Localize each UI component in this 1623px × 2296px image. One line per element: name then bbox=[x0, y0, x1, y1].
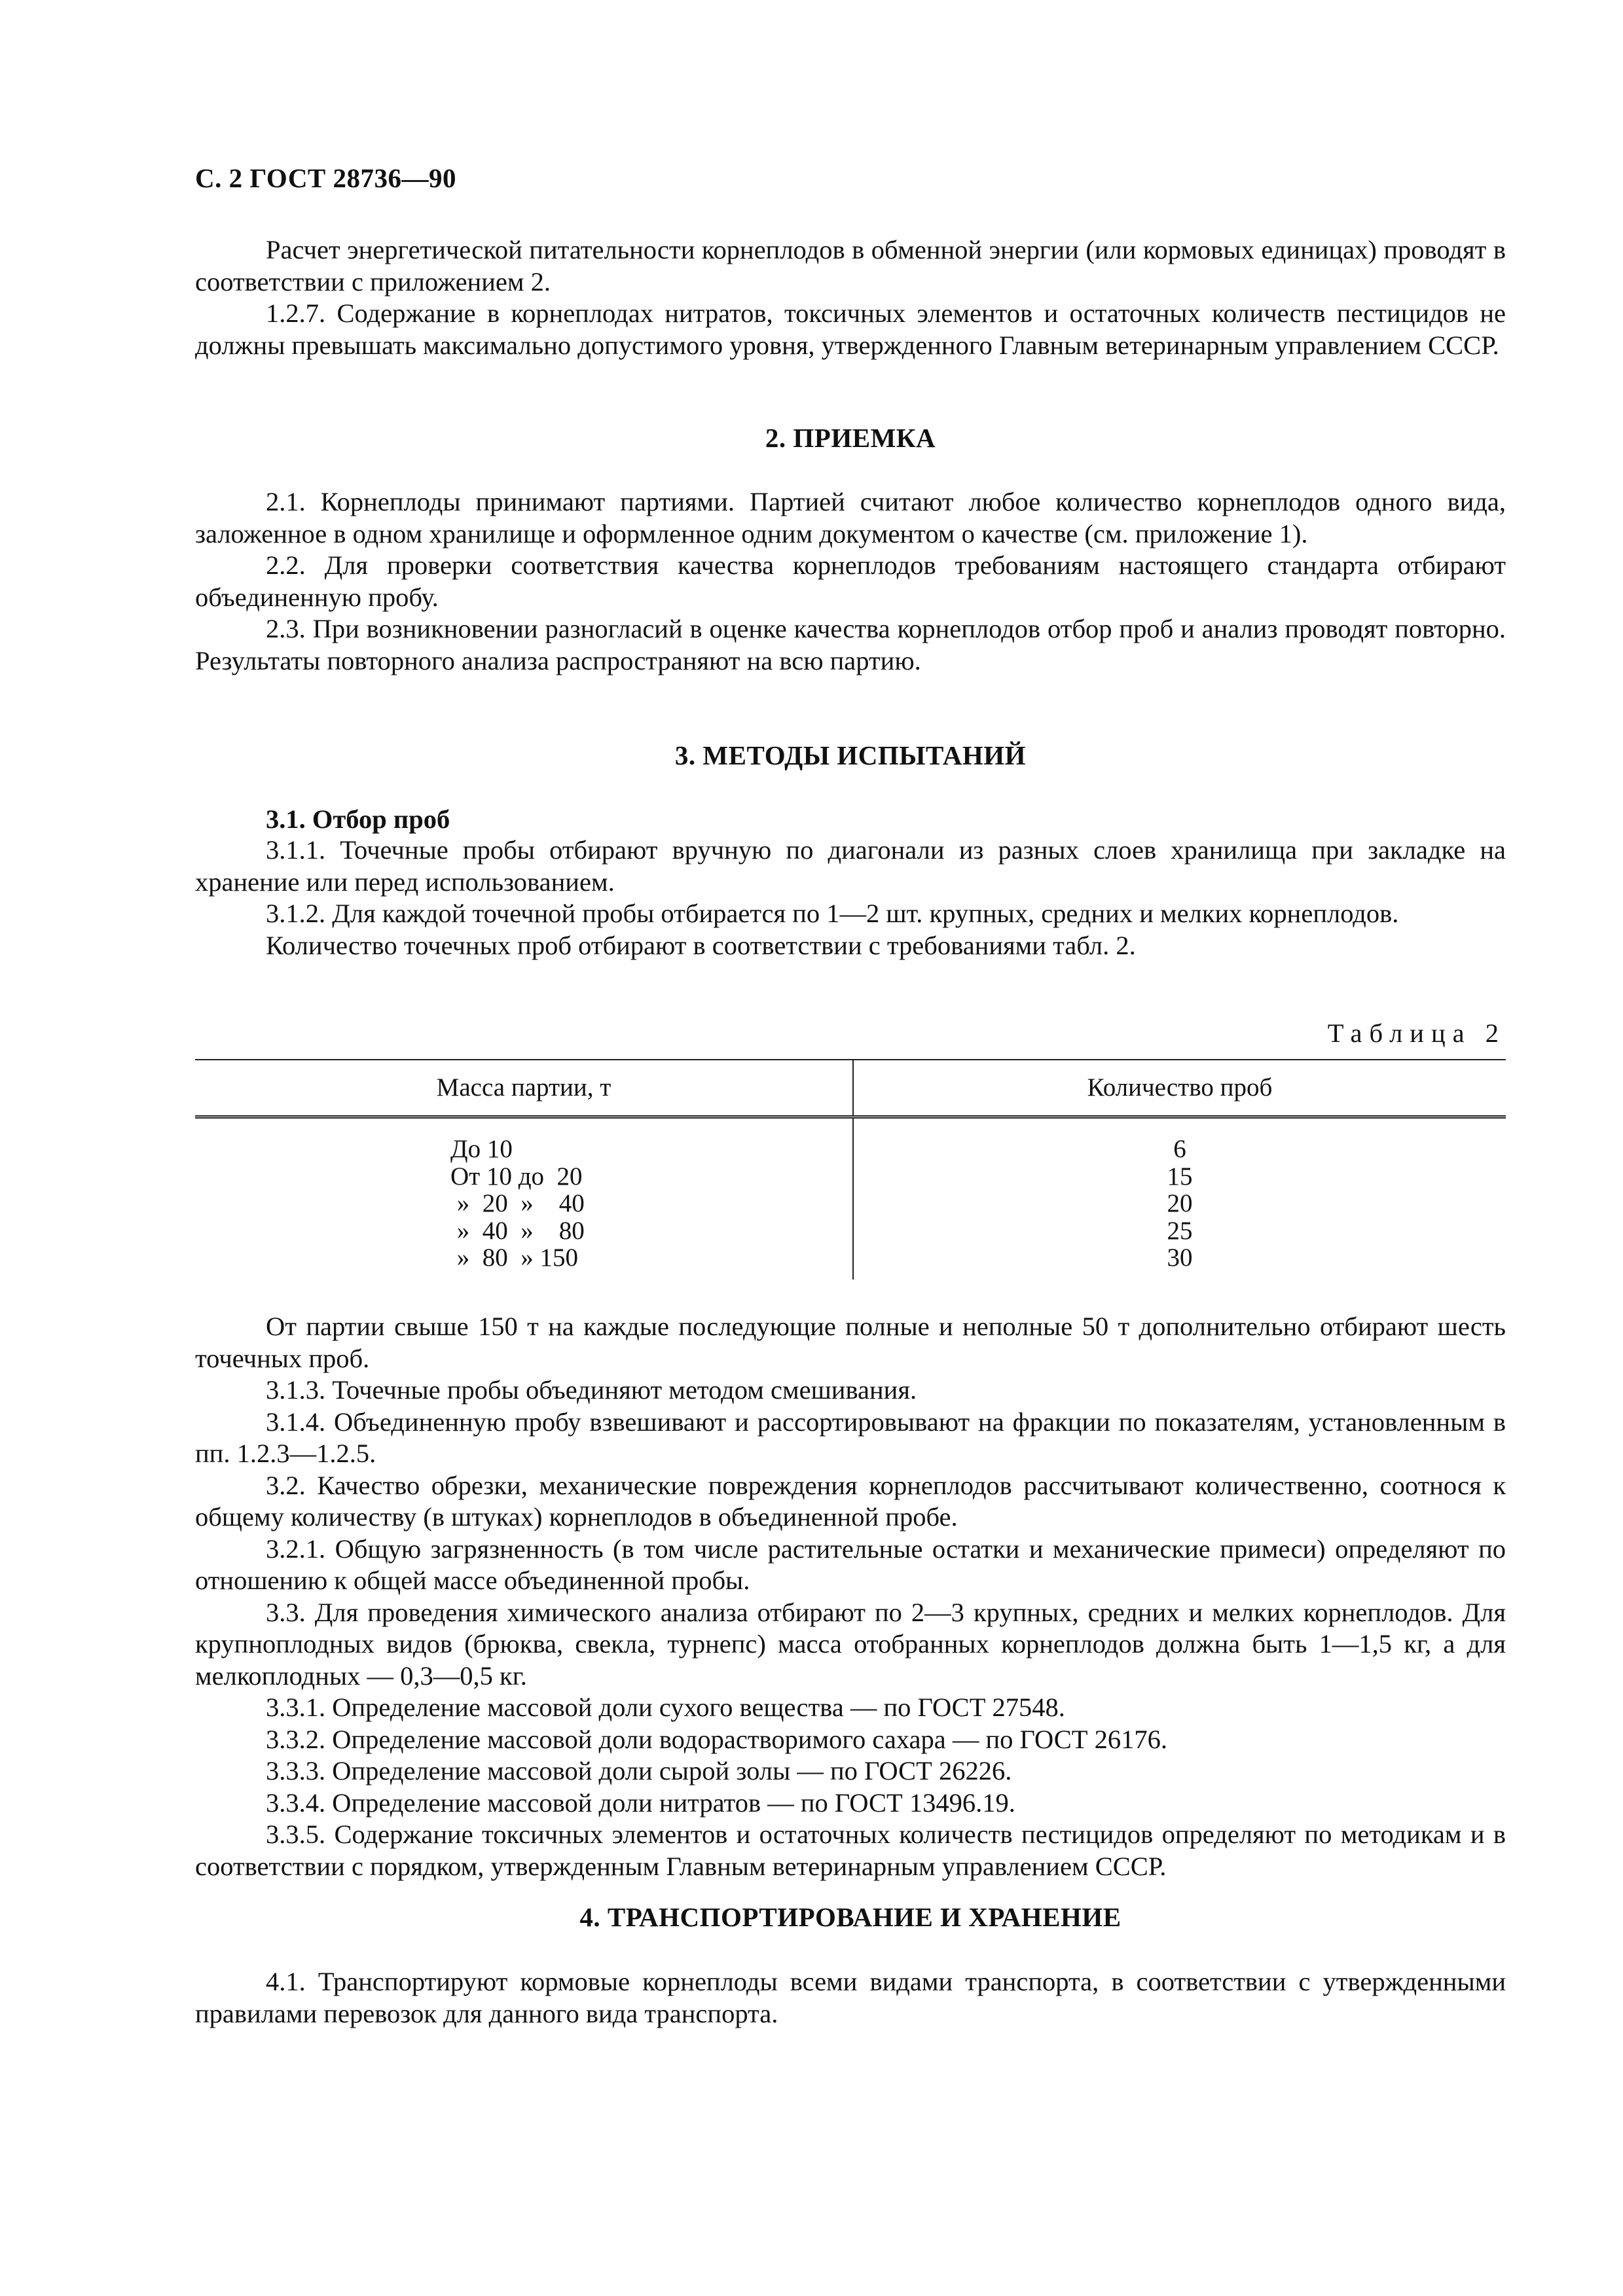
paragraph: 2.3. При возникновении разногласий в оценке качества корнеплодов отбор проб и анализ проводят повторно. Результаты повторного анализа распространяют на всю партию. bbox=[195, 614, 1506, 675]
table-header-row bbox=[195, 1060, 1506, 1117]
section-title: 3. МЕТОДЫ ИСПЫТАНИЙ bbox=[674, 740, 1027, 770]
paragraph: 4.1. Транспортируют кормовые корнеплоды всеми видами транспорта, в соответствии с утвержденными правилами перевозок для данного вида транспорта. bbox=[195, 1967, 1506, 2028]
paragraph: 2.1. Корнеплоды принимают партиями. Партией считают любое количество корнеплодов одного вида, заложенное в одном хранилище и оформленное одним документом о качестве (см. приложение 1). bbox=[195, 487, 1506, 548]
table-caption-block bbox=[195, 1018, 1506, 1049]
section-3 bbox=[195, 740, 1506, 771]
section-2-body bbox=[195, 486, 1506, 677]
section-title: 4. ТРАНСПОРТИРОВАНИЕ И ХРАНЕНИЕ bbox=[579, 1902, 1122, 1932]
paragraph: Расчет энергетической питательности корнеплодов в обменной энергии (или кормовых единицах) проводят в соответствии с приложением 2. bbox=[195, 235, 1506, 296]
mass-value: » 20 » 40 bbox=[450, 1189, 585, 1217]
table bbox=[195, 1059, 1506, 1280]
paragraph: 3.1.1. Точечные пробы отбирают вручную по диагонали из разных слоев хранилища при закладке на хранение или перед использованием. bbox=[195, 835, 1506, 897]
paragraph: 3.3.5. Содержание токсичных элементов и остаточных количеств пестицидов определяют по методикам и в соответствии с порядком, утвержденным Главным ветеринарным управлением СССР. bbox=[195, 1820, 1506, 1881]
mass-cell bbox=[195, 1117, 853, 1280]
count-value: 20 bbox=[1167, 1189, 1193, 1217]
table-caption: Таблица 2 bbox=[1327, 1018, 1506, 1048]
count-value: 30 bbox=[1167, 1244, 1193, 1272]
paragraph: Количество точечных проб отбирают в соответствии с требованиями табл. 2. bbox=[266, 930, 1136, 960]
section-3-body-after bbox=[195, 1311, 1506, 1882]
subsection-title: 3.1. Отбор проб bbox=[266, 804, 450, 834]
column-header-count: Количество проб bbox=[853, 1060, 1506, 1117]
section-4 bbox=[195, 1901, 1506, 1933]
section-4-body bbox=[195, 1966, 1506, 2030]
section-title: 2. ПРИЕМКА bbox=[765, 423, 936, 453]
mass-value: » 40 » 80 bbox=[450, 1216, 585, 1245]
paragraph: 3.3.1. Определение массовой доли сухого вещества — по ГОСТ 27548. bbox=[266, 1693, 1065, 1722]
paragraph: 3.3.3. Определение массовой доли сырой золы — по ГОСТ 26226. bbox=[266, 1756, 1012, 1785]
count-value: 15 bbox=[1167, 1162, 1193, 1191]
table-row bbox=[195, 1117, 1506, 1280]
paragraph: 3.1.4. Объединенную пробу взвешивают и рассортировывают на фракции по показателям, установленным в пп. 1.2.3—1.2.5. bbox=[195, 1407, 1506, 1468]
paragraph: От партии свыше 150 т на каждые последующие полные и неполные 50 т дополнительно отбирают шесть точечных проб. bbox=[195, 1312, 1506, 1373]
page-header: С. 2 ГОСТ 28736—90 bbox=[195, 163, 457, 193]
section-2 bbox=[195, 422, 1506, 454]
count-cell bbox=[853, 1117, 1506, 1280]
mass-value: » 80 » 150 bbox=[450, 1244, 578, 1272]
column-header-mass: Масса партии, т bbox=[195, 1060, 853, 1117]
table-2 bbox=[195, 1059, 1506, 1280]
paragraph: 3.1.2. Для каждой точечной пробы отбирается по 1—2 шт. крупных, средних и мелких корнеплодов. bbox=[266, 899, 1399, 928]
paragraph: 3.3.2. Определение массовой доли водорастворимого сахара — по ГОСТ 26176. bbox=[266, 1724, 1167, 1754]
paragraph: 2.2. Для проверки соответствия качества корнеплодов требованиям настоящего стандарта отбирают объединенную пробу. bbox=[195, 550, 1506, 612]
paragraph: 1.2.7. Содержание в корнеплодах нитратов, токсичных элементов и остаточных количеств пестицидов не должны превышать максимально допустимого уровня, утвержденного Главным ветеринарным управлением СССР. bbox=[195, 298, 1506, 360]
paragraph: 3.2. Качество обрезки, механические повреждения корнеплодов рассчитывают количественно, соотнося к общему количеству (в штуках) корнеплодов в объединенной пробе. bbox=[195, 1470, 1506, 1532]
mass-value: До 10 bbox=[450, 1135, 513, 1163]
intro-block bbox=[195, 234, 1506, 361]
section-3-body bbox=[195, 804, 1506, 961]
paragraph: 3.3. Для проведения химического анализа отбирают по 2—3 крупных, средних и мелких корнеплодов. Для крупноплодных видов (брюква, свекла, турнепс) масса отобранных корнеплодов должна быть 1—1,5 кг, а для мелкоплодных — 0,3—0,5 кг. bbox=[195, 1597, 1506, 1691]
paragraph: 3.3.4. Определение массовой доли нитратов — по ГОСТ 13496.19. bbox=[266, 1787, 1015, 1818]
count-value: 6 bbox=[1173, 1135, 1186, 1163]
paragraph: 3.2.1. Общую загрязненность (в том числе растительные остатки и механические примеси) определяют по отношению к общей массе объединенной пробы. bbox=[195, 1534, 1506, 1595]
mass-value: От 10 до 20 bbox=[450, 1162, 583, 1191]
paragraph: 3.1.3. Точечные пробы объединяют методом смешивания. bbox=[266, 1375, 917, 1405]
count-value: 25 bbox=[1167, 1216, 1193, 1245]
